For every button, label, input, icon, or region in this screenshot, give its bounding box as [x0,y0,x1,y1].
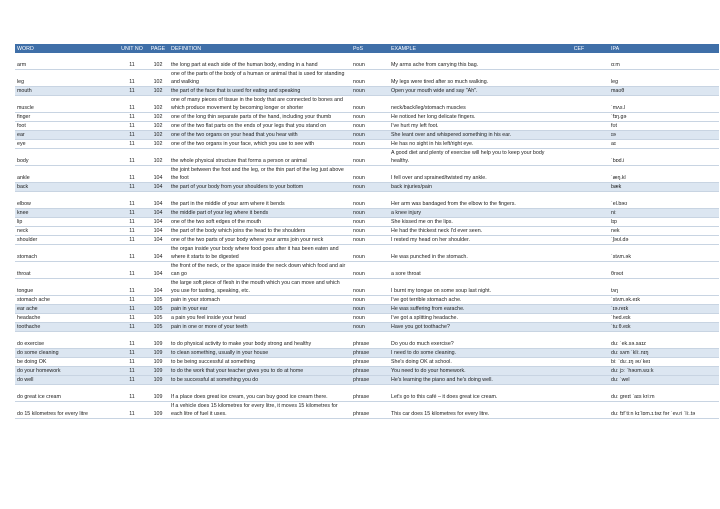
cell-unit[interactable]: 11 [117,358,147,367]
cell-word[interactable]: toothache [15,323,117,332]
cell-unit[interactable]: 11 [117,296,147,305]
cell-ipa[interactable]: ˈstʌm.ək [609,245,719,262]
vocabulary-sheet [15,44,719,419]
cell-pos[interactable]: noun [351,296,389,305]
cell-word[interactable]: back [15,183,117,192]
cell-definition[interactable]: the part of the body which joins the head to the shoulders [169,227,351,236]
cell-page[interactable]: 109 [147,376,169,385]
cell-pos[interactable]: noun [351,314,389,323]
cell-pos[interactable]: noun [351,113,389,122]
cell-page[interactable]: 104 [147,279,169,296]
cell-pos[interactable]: noun [351,122,389,131]
cell-definition[interactable]: one of the two soft edges of the mouth [169,218,351,227]
cell-example[interactable]: I've got terrible stomach ache. [389,296,549,305]
cell-pos[interactable]: phrase [351,367,389,376]
cell-definition[interactable]: If a place does great ice cream, you can buy good ice cream there. [169,393,351,402]
header-ipa[interactable]: IPA [609,44,719,53]
cell-pos[interactable]: phrase [351,393,389,402]
cell-word[interactable]: do 15 kilometres for every litre [15,402,117,419]
cell-example[interactable]: a knee injury [389,209,549,218]
table-row[interactable] [15,305,719,314]
cell-word[interactable]: foot [15,122,117,131]
cell-word[interactable]: headache [15,314,117,323]
cell-ipa[interactable]: maʊθ [609,87,719,96]
blank-row [15,192,719,201]
table-row[interactable] [15,279,719,296]
cell-ipa[interactable]: duː jɔː ˈhəʊm.wɜːk [609,367,719,376]
cell-page[interactable]: 102 [147,131,169,140]
cell-pos[interactable]: noun [351,166,389,183]
cell-unit[interactable]: 11 [117,262,147,279]
cell-example[interactable]: He was suffering from earache. [389,305,549,314]
cell-example[interactable]: I've got a splitting headache. [389,314,549,323]
cell-ipa[interactable]: leg [609,70,719,87]
cell-pos[interactable]: noun [351,87,389,96]
cell-definition[interactable]: the part in the middle of your arm where it bends [169,200,351,209]
cell-ipa[interactable]: niː [609,209,719,218]
cell-definition[interactable]: the joint between the foot and the leg, or the thin part of the leg just above the foot [169,166,351,183]
cell-word[interactable]: shoulder [15,236,117,245]
cell-unit[interactable]: 11 [117,367,147,376]
cell-example[interactable]: back injuries/pain [389,183,549,192]
table-row[interactable] [15,262,719,279]
cell-definition[interactable]: the whole physical structure that forms a person or animal [169,149,351,166]
cell-example[interactable]: Have you got toothache? [389,323,549,332]
blank-row [15,53,719,61]
cell-definition[interactable]: to clean something, usually in your house [169,349,351,358]
cell-cef[interactable] [549,61,609,70]
cell-ipa[interactable]: biː ˈduː.ɪŋ əʊˈkeɪ [609,358,719,367]
cell-definition[interactable]: one of the two organs in your face, which you use to see with [169,140,351,149]
cell-definition[interactable]: the part of the face that is used for eating and speaking [169,87,351,96]
cell-cef[interactable] [549,131,609,140]
cell-example[interactable]: My arms ache from carrying this bag. [389,61,549,70]
cell-cef[interactable] [549,323,609,332]
cell-word[interactable]: neck [15,227,117,236]
cell-word[interactable]: lip [15,218,117,227]
cell-pos[interactable]: phrase [351,358,389,367]
cell-page[interactable]: 105 [147,305,169,314]
table-row[interactable] [15,200,719,209]
cell-unit[interactable]: 11 [117,305,147,314]
cell-unit[interactable]: 11 [117,340,147,349]
header-cef[interactable]: CEF [549,44,609,53]
cell-unit[interactable]: 11 [117,113,147,122]
cell-definition[interactable]: the organ inside your body where food goes after it has been eaten and where it starts to be digested [169,245,351,262]
cell-example[interactable]: a sore throat [389,262,549,279]
cell-cef[interactable] [549,305,609,314]
cell-cef[interactable] [549,296,609,305]
table-row[interactable] [15,340,719,349]
cell-ipa[interactable]: ˈʃəʊl.də [609,236,719,245]
cell-cef[interactable] [549,349,609,358]
cell-cef[interactable] [549,70,609,87]
cell-unit[interactable]: 11 [117,279,147,296]
cell-definition[interactable]: to be successful at something you do [169,376,351,385]
cell-example[interactable]: You need to do your homework. [389,367,549,376]
cell-cef[interactable] [549,200,609,209]
cell-ipa[interactable]: ˈmʌs.l [609,96,719,113]
cell-pos[interactable]: noun [351,262,389,279]
header-definition[interactable]: DEFINITION [169,44,351,53]
table-row[interactable] [15,140,719,149]
cell-example[interactable]: This car does 15 kilometres for every litre. [389,402,549,419]
cell-unit[interactable]: 11 [117,96,147,113]
cell-definition[interactable]: the part of your body from your shoulders to your bottom [169,183,351,192]
cell-cef[interactable] [549,262,609,279]
cell-unit[interactable]: 11 [117,61,147,70]
cell-definition[interactable]: the middle part of your leg where it bends [169,209,351,218]
cell-page[interactable]: 104 [147,227,169,236]
cell-page[interactable]: 102 [147,70,169,87]
cell-cef[interactable] [549,245,609,262]
cell-definition[interactable]: to be being successful at something [169,358,351,367]
cell-definition[interactable]: to do physical activity to make your body strong and healthy [169,340,351,349]
header-pos[interactable]: PoS [351,44,389,53]
cell-page[interactable]: 104 [147,218,169,227]
cell-pos[interactable]: noun [351,96,389,113]
cell-word[interactable]: body [15,149,117,166]
cell-word[interactable]: be doing OK [15,358,117,367]
cell-pos[interactable]: noun [351,61,389,70]
cell-example[interactable]: Open your mouth wide and say "Ah". [389,87,549,96]
cell-definition[interactable]: the front of the neck, or the space inside the neck down which food and air can go [169,262,351,279]
cell-pos[interactable]: noun [351,209,389,218]
cell-pos[interactable]: noun [351,200,389,209]
cell-page[interactable]: 102 [147,149,169,166]
cell-word[interactable]: arm [15,61,117,70]
cell-example[interactable]: She's doing OK at school. [389,358,549,367]
table-row[interactable] [15,70,719,87]
cell-word[interactable]: mouth [15,87,117,96]
cell-word[interactable]: stomach [15,245,117,262]
cell-example[interactable]: She kissed me on the lips. [389,218,549,227]
cell-page[interactable]: 102 [147,140,169,149]
cell-unit[interactable]: 11 [117,166,147,183]
vocabulary-table [15,44,719,419]
cell-unit[interactable]: 11 [117,349,147,358]
cell-word[interactable]: do your homework [15,367,117,376]
table-row[interactable] [15,61,719,70]
cell-page[interactable]: 102 [147,122,169,131]
table-row[interactable] [15,183,719,192]
cell-unit[interactable]: 11 [117,140,147,149]
cell-ipa[interactable]: duː ˈwel [609,376,719,385]
cell-unit[interactable]: 11 [117,376,147,385]
cell-page[interactable]: 109 [147,340,169,349]
cell-definition[interactable]: a pain you feel inside your head [169,314,351,323]
cell-definition[interactable]: to do the work that your teacher gives you to do at home [169,367,351,376]
cell-example[interactable]: He's learning the piano and he's doing well. [389,376,549,385]
cell-pos[interactable]: phrase [351,349,389,358]
header-word[interactable]: WORD [15,44,117,53]
cell-ipa[interactable]: ˈstʌm.ək.eɪk [609,296,719,305]
cell-example[interactable]: A good diet and plenty of exercise will help you to keep your body healthy. [389,149,549,166]
cell-pos[interactable]: noun [351,236,389,245]
cell-word[interactable]: do well [15,376,117,385]
cell-page[interactable]: 105 [147,323,169,332]
cell-page[interactable]: 102 [147,96,169,113]
cell-cef[interactable] [549,166,609,183]
cell-pos[interactable]: noun [351,323,389,332]
table-row[interactable] [15,402,719,419]
cell-definition[interactable]: the large soft piece of flesh in the mouth which you can move and which you use for tasting, speaking, etc. [169,279,351,296]
cell-ipa[interactable]: lɪp [609,218,719,227]
cell-pos[interactable]: noun [351,131,389,140]
cell-example[interactable]: I burnt my tongue on some soup last night. [389,279,549,296]
cell-ipa[interactable]: duː fɪfˈtiːn kɪˈlɒm.ɪ.təz fər ˈev.ri ˈliː.tə [609,402,719,419]
table-row[interactable] [15,122,719,131]
cell-ipa[interactable]: duː sʌm ˈkliː.nɪŋ [609,349,719,358]
cell-cef[interactable] [549,149,609,166]
table-body [15,53,719,419]
blank-row [15,332,719,341]
cell-definition[interactable]: one of the long thin separate parts of the hand, including your thumb [169,113,351,122]
table-row[interactable] [15,296,719,305]
cell-word[interactable]: do some cleaning [15,349,117,358]
cell-word[interactable]: eye [15,140,117,149]
cell-cef[interactable] [549,376,609,385]
cell-definition[interactable]: pain in your stomach [169,296,351,305]
cell-example[interactable]: He was punched in the stomach. [389,245,549,262]
cell-page[interactable]: 104 [147,209,169,218]
cell-cef[interactable] [549,393,609,402]
table-row[interactable] [15,209,719,218]
table-row[interactable] [15,376,719,385]
cell-page[interactable]: 104 [147,262,169,279]
cell-ipa[interactable]: ˈtuːθ.eɪk [609,323,719,332]
cell-unit[interactable]: 11 [117,236,147,245]
cell-pos[interactable]: phrase [351,376,389,385]
cell-example[interactable]: Do you do much exercise? [389,340,549,349]
table-row[interactable] [15,87,719,96]
table-row[interactable] [15,218,719,227]
cell-unit[interactable]: 11 [117,402,147,419]
cell-unit[interactable]: 11 [117,200,147,209]
cell-ipa[interactable]: ˈel.bəʊ [609,200,719,209]
cell-ipa[interactable]: ɑːm [609,61,719,70]
table-row[interactable] [15,149,719,166]
cell-example[interactable]: He noticed her long delicate fingers. [389,113,549,122]
cell-unit[interactable]: 11 [117,149,147,166]
cell-pos[interactable]: noun [351,305,389,314]
cell-example[interactable]: Her arm was bandaged from the elbow to the fingers. [389,200,549,209]
table-row[interactable] [15,245,719,262]
cell-cef[interactable] [549,358,609,367]
cell-page[interactable]: 104 [147,200,169,209]
cell-cef[interactable] [549,227,609,236]
cell-page[interactable]: 102 [147,87,169,96]
cell-cef[interactable] [549,340,609,349]
table-row[interactable] [15,314,719,323]
cell-word[interactable]: knee [15,209,117,218]
cell-word[interactable]: leg [15,70,117,87]
cell-page[interactable]: 104 [147,245,169,262]
cell-word[interactable]: tongue [15,279,117,296]
table-row[interactable] [15,113,719,122]
cell-definition[interactable]: one of the two flat parts on the ends of your legs that you stand on [169,122,351,131]
cell-word[interactable]: elbow [15,200,117,209]
table-row[interactable] [15,236,719,245]
cell-example[interactable]: I need to do some cleaning. [389,349,549,358]
cell-definition[interactable]: one of the two organs on your head that you hear with [169,131,351,140]
cell-word[interactable]: stomach ache [15,296,117,305]
cell-ipa[interactable]: ˈhed.eɪk [609,314,719,323]
cell-word[interactable]: ankle [15,166,117,183]
cell-unit[interactable]: 11 [117,87,147,96]
cell-definition[interactable]: one of many pieces of tissue in the body that are connected to bones and which produce movement by becoming longer or shorter [169,96,351,113]
cell-word[interactable]: throat [15,262,117,279]
cell-definition[interactable]: the long part at each side of the human body, ending in a hand [169,61,351,70]
cell-pos[interactable]: phrase [351,402,389,419]
cell-page[interactable]: 102 [147,61,169,70]
cell-unit[interactable]: 11 [117,245,147,262]
cell-pos[interactable]: noun [351,70,389,87]
cell-unit[interactable]: 11 [117,70,147,87]
cell-ipa[interactable]: fʊt [609,122,719,131]
cell-definition[interactable]: pain in one or more of your teeth [169,323,351,332]
cell-ipa[interactable]: θrəʊt [609,262,719,279]
cell-cef[interactable] [549,87,609,96]
cell-definition[interactable]: one of the two parts of your body where your arms join your neck [169,236,351,245]
cell-ipa[interactable]: ˈæŋ.kl [609,166,719,183]
table-row[interactable] [15,367,719,376]
cell-ipa[interactable]: aɪ [609,140,719,149]
cell-ipa[interactable]: nek [609,227,719,236]
cell-unit[interactable]: 11 [117,131,147,140]
cell-example[interactable]: I rested my head on her shoulder. [389,236,549,245]
cell-cef[interactable] [549,367,609,376]
cell-definition[interactable]: If a vehicle does 15 kilometres for every litre, it moves 15 kilometres for each litre of fuel it uses. [169,402,351,419]
cell-unit[interactable]: 11 [117,393,147,402]
cell-cef[interactable] [549,140,609,149]
cell-definition[interactable]: one of the parts of the body of a human or animal that is used for standing and walking [169,70,351,87]
cell-pos[interactable]: noun [351,218,389,227]
cell-pos[interactable]: noun [351,140,389,149]
cell-word[interactable]: do great ice cream [15,393,117,402]
cell-example[interactable]: Let's go to this café – it does great ice cream. [389,393,549,402]
cell-word[interactable]: muscle [15,96,117,113]
cell-cef[interactable] [549,314,609,323]
cell-unit[interactable]: 11 [117,323,147,332]
cell-cef[interactable] [549,113,609,122]
cell-pos[interactable]: phrase [351,340,389,349]
table-row[interactable] [15,393,719,402]
cell-definition[interactable]: pain in your ear [169,305,351,314]
table-row[interactable] [15,131,719,140]
header-row [15,44,719,53]
cell-page[interactable]: 104 [147,166,169,183]
cell-ipa[interactable]: duː ˈek.sə.saɪz [609,340,719,349]
cell-cef[interactable] [549,122,609,131]
cell-ipa[interactable]: ˈbɒd.i [609,149,719,166]
header-example[interactable]: EXAMPLE [389,44,549,53]
cell-ipa[interactable]: ˈfɪŋ.gə [609,113,719,122]
cell-cef[interactable] [549,209,609,218]
cell-page[interactable]: 104 [147,236,169,245]
cell-ipa[interactable]: tʌŋ [609,279,719,296]
table-row[interactable] [15,227,719,236]
cell-pos[interactable]: noun [351,227,389,236]
header-page[interactable]: PAGE [147,44,169,53]
cell-unit[interactable]: 11 [117,314,147,323]
cell-example[interactable]: She leant over and whispered something in his ear. [389,131,549,140]
cell-pos[interactable]: noun [351,149,389,166]
cell-page[interactable]: 105 [147,314,169,323]
cell-ipa[interactable]: ˈɪə.reɪk [609,305,719,314]
cell-example[interactable]: I've hurt my left foot. [389,122,549,131]
cell-example[interactable]: He has no sight in his left/right eye. [389,140,549,149]
cell-unit[interactable]: 11 [117,183,147,192]
cell-page[interactable]: 109 [147,358,169,367]
cell-ipa[interactable]: ɪə [609,131,719,140]
cell-cef[interactable] [549,218,609,227]
cell-page[interactable]: 109 [147,393,169,402]
cell-cef[interactable] [549,96,609,113]
cell-pos[interactable]: noun [351,279,389,296]
cell-page[interactable]: 102 [147,113,169,122]
cell-pos[interactable]: noun [351,245,389,262]
blank-row [15,385,719,394]
cell-ipa[interactable]: bæk [609,183,719,192]
cell-example[interactable]: neck/back/leg/stomach muscles [389,96,549,113]
cell-word[interactable]: ear [15,131,117,140]
cell-example[interactable]: I fell over and sprained/twisted my ankle. [389,166,549,183]
cell-unit[interactable]: 11 [117,227,147,236]
cell-page[interactable]: 109 [147,402,169,419]
cell-page[interactable]: 104 [147,183,169,192]
table-row[interactable] [15,323,719,332]
cell-cef[interactable] [549,236,609,245]
cell-unit[interactable]: 11 [117,209,147,218]
cell-unit[interactable]: 11 [117,122,147,131]
cell-page[interactable]: 109 [147,367,169,376]
table-row[interactable] [15,349,719,358]
cell-cef[interactable] [549,183,609,192]
cell-cef[interactable] [549,402,609,419]
cell-word[interactable]: finger [15,113,117,122]
cell-word[interactable]: ear ache [15,305,117,314]
table-row[interactable] [15,166,719,183]
cell-word[interactable]: do exercise [15,340,117,349]
cell-page[interactable]: 109 [147,349,169,358]
header-unit[interactable]: UNIT NO [117,44,147,53]
table-row[interactable] [15,358,719,367]
cell-pos[interactable]: noun [351,183,389,192]
cell-cef[interactable] [549,279,609,296]
cell-example[interactable]: He had the thickest neck I'd ever seen. [389,227,549,236]
cell-ipa[interactable]: duː greɪt ˈaɪs kriːm [609,393,719,402]
table-row[interactable] [15,96,719,113]
cell-unit[interactable]: 11 [117,218,147,227]
cell-example[interactable]: My legs were tired after so much walking. [389,70,549,87]
cell-page[interactable]: 105 [147,296,169,305]
